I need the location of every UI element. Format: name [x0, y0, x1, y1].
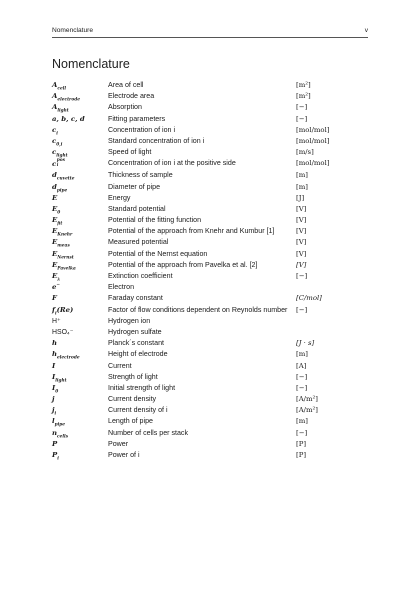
symbol: $E_0$: [52, 204, 61, 216]
description: Current density: [108, 395, 157, 404]
symbol: $E_{Pavelka}$: [52, 260, 76, 272]
symbol: $P_i$: [52, 451, 59, 462]
description: Fitting parameters: [108, 114, 166, 123]
symbol: $c_{0,i}$: [52, 136, 63, 148]
unit: [m]: [296, 417, 308, 426]
unit: [C/mol]: [296, 294, 322, 303]
symbol: $l_{pipe}$: [52, 417, 66, 428]
nomenclature-row: [52, 125, 370, 136]
unit: [V]: [296, 204, 307, 213]
unit: [J]: [296, 193, 305, 202]
description: Diameter of pipe: [108, 182, 161, 191]
unit: [−]: [296, 383, 308, 392]
description: Electrode area: [108, 92, 155, 101]
nomenclature-row: [52, 237, 370, 248]
description: Concentration of ion i: [108, 125, 176, 134]
symbol: $E_{Knehr}$: [52, 227, 73, 238]
description: Factor of flow conditions dependent on Reynolds number: [108, 305, 288, 314]
nomenclature-row: [52, 91, 370, 102]
description: Number of cells per stack: [108, 428, 189, 437]
description: Extinction coefficient: [108, 272, 173, 281]
description: Height of electrode: [108, 350, 168, 359]
description: Power of i: [108, 451, 140, 460]
unit: [296, 283, 370, 292]
unit: [−]: [296, 114, 308, 123]
description: Potential of the approach from Pavelka et al. [2]: [108, 260, 258, 269]
symbol: HSO₄⁻: [52, 328, 74, 336]
nomenclature-row: [52, 260, 370, 271]
symbol: $c_i$: [52, 125, 58, 137]
description: Potential of the approach from Knehr and Kumbur [1]: [108, 227, 275, 236]
nomenclature-row: [52, 170, 370, 181]
description: Thickness of sample: [108, 171, 173, 180]
description: Electron: [108, 283, 135, 292]
symbol: $n_{cells}$: [52, 428, 69, 440]
nomenclature-row: [52, 360, 370, 371]
symbol: F: [52, 294, 57, 303]
symbol: I: [52, 361, 56, 370]
unit: [mol/mol]: [296, 159, 330, 168]
symbol: P: [52, 439, 58, 448]
symbol: $E_\lambda$: [52, 272, 61, 283]
nomenclature-row: [52, 293, 370, 304]
symbol: $E_{fit}$: [52, 216, 63, 227]
unit: [mol/mol]: [296, 136, 330, 145]
nomenclature-row: [52, 114, 370, 125]
nomenclature-row: [52, 316, 370, 327]
symbol: $d_{cuvette}$: [52, 171, 75, 182]
nomenclature-row: [52, 271, 370, 282]
nomenclature-row: [52, 383, 370, 394]
nomenclature-row: [52, 372, 370, 383]
nomenclature-row: [52, 204, 370, 215]
nomenclature-row: [52, 338, 370, 349]
unit: [V]: [296, 249, 307, 258]
nomenclature-row: [52, 147, 370, 158]
symbol: c pos i: [52, 158, 65, 169]
nomenclature-row: [52, 450, 370, 461]
description: Absorption: [108, 103, 142, 112]
unit: [P]: [296, 451, 307, 460]
description: Concentration of ion i at the positive side: [108, 159, 236, 168]
nomenclature-row: [52, 405, 370, 416]
nomenclature-row: [52, 416, 370, 427]
symbol: $f_i(Re)$: [52, 305, 74, 316]
unit: [mol/mol]: [296, 125, 330, 134]
symbol: e−: [52, 282, 60, 292]
symbol: $j_i$: [52, 406, 57, 417]
nomenclature-row: [52, 282, 370, 293]
description: Standard concentration of ion i: [108, 136, 205, 145]
unit: [−]: [296, 428, 308, 437]
nomenclature-row: [52, 80, 370, 91]
nomenclature-row: [52, 394, 370, 405]
unit: [A]: [296, 361, 307, 370]
running-header: [52, 27, 368, 38]
symbol: $c_{light}$: [52, 148, 68, 159]
description: Area of cell: [108, 81, 144, 90]
description: Faraday constant: [108, 294, 163, 303]
symbol: $E_{Nernst}$: [52, 249, 74, 261]
nomenclature-row: [52, 439, 370, 450]
unit: [V]: [296, 238, 307, 247]
unit: [m]: [296, 171, 308, 180]
symbol: j: [52, 395, 55, 404]
nomenclature-row: [52, 102, 370, 113]
unit: [296, 328, 370, 337]
nomenclature-row: [52, 136, 370, 147]
unit: [A/m²]: [296, 406, 318, 415]
symbol: $E_{meas}$: [52, 238, 70, 249]
nomenclature-row: [52, 158, 370, 170]
symbol: E: [52, 193, 58, 202]
unit: [296, 317, 370, 326]
description: Current density of i: [108, 406, 168, 415]
page-number: v: [364, 27, 368, 34]
description: Potential of the fitting function: [108, 216, 202, 225]
unit: [−]: [296, 103, 308, 112]
symbol: $A_{cell}$: [52, 81, 66, 92]
description: Hydrogen ion: [108, 316, 151, 325]
description: Energy: [108, 193, 131, 202]
description: Current: [108, 361, 132, 370]
symbol: a, b, c, d: [52, 114, 85, 123]
description: Speed of light: [108, 148, 152, 157]
unit: [V]: [296, 260, 307, 269]
unit: [J · s]: [296, 339, 315, 348]
description: Initial strength of light: [108, 383, 176, 392]
nomenclature-row: [52, 181, 370, 192]
unit: [m]: [296, 182, 308, 191]
unit: [m]: [296, 350, 308, 359]
description: Hydrogen sulfate: [108, 327, 162, 336]
nomenclature-row: [52, 327, 370, 338]
unit: [V]: [296, 227, 307, 236]
symbol: $A_{light}$: [52, 103, 69, 114]
description: Potential of the Nernst equation: [108, 249, 208, 258]
description: Power: [108, 439, 129, 448]
unit: [m²]: [296, 92, 311, 101]
symbol: H⁺: [52, 317, 61, 325]
symbol: $I_{light}$: [52, 372, 67, 384]
nomenclature-row: [52, 349, 370, 360]
description: Standard potential: [108, 204, 166, 213]
unit: [−]: [296, 372, 308, 381]
nomenclature-table: [52, 80, 370, 461]
nomenclature-row: [52, 215, 370, 226]
symbol: $d_{pipe}$: [52, 182, 68, 193]
unit: [m/s]: [296, 148, 314, 157]
running-header-title: Nomenclature: [52, 27, 94, 34]
nomenclature-row: [52, 249, 370, 260]
description: Length of pipe: [108, 417, 153, 426]
unit: [P]: [296, 439, 307, 448]
nomenclature-row: [52, 305, 370, 316]
unit: [−]: [296, 305, 308, 314]
description: Strength of light: [108, 372, 158, 381]
unit: [V]: [296, 216, 307, 225]
symbol: $h_{electrode}$: [52, 350, 80, 361]
description: Measured potential: [108, 238, 169, 247]
unit: [A/m²]: [296, 395, 318, 404]
symbol: h: [52, 339, 58, 348]
symbol: $I_0$: [52, 383, 59, 395]
symbol: $A_{electrode}$: [52, 92, 80, 103]
unit: [m²]: [296, 81, 311, 90]
unit: [−]: [296, 272, 308, 281]
nomenclature-row: [52, 428, 370, 439]
page-title: Nomenclature: [52, 57, 130, 71]
nomenclature-row: [52, 226, 370, 237]
nomenclature-row: [52, 193, 370, 204]
description: Planck´s constant: [108, 339, 164, 348]
